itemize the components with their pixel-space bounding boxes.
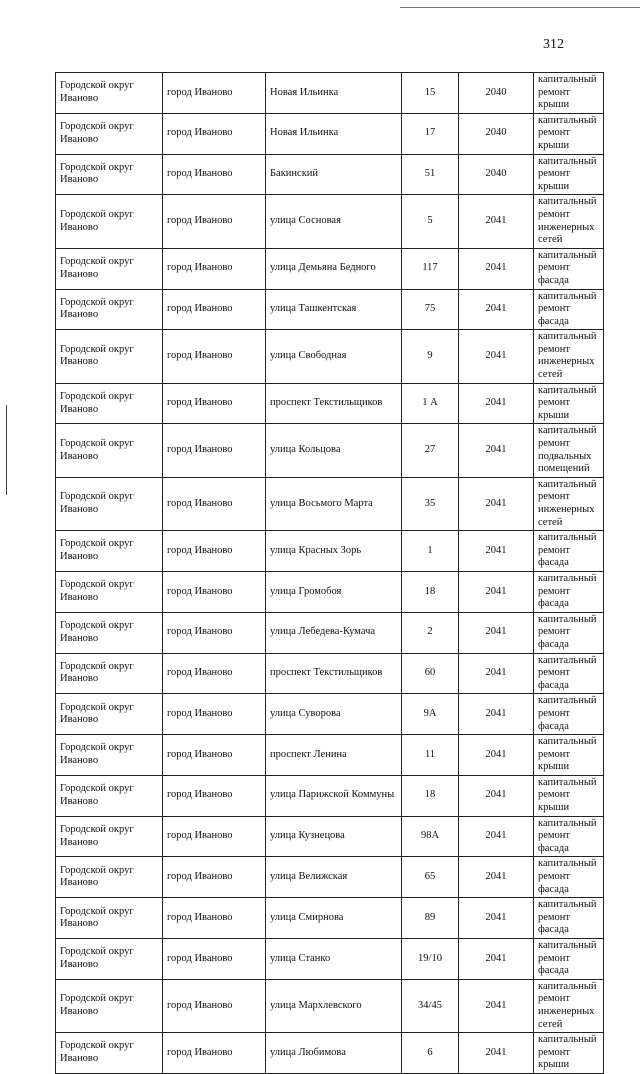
district-cell: Городской округ Иваново xyxy=(56,898,163,939)
street-cell: улица Любимова xyxy=(266,1033,402,1074)
district-cell: Городской округ Иваново xyxy=(56,571,163,612)
table-row xyxy=(56,939,604,980)
year-cell: 2041 xyxy=(459,248,534,289)
district-cell: Городской округ Иваново xyxy=(56,330,163,383)
table-row xyxy=(56,289,604,330)
work-type-cell: капитальный ремонт крыши xyxy=(534,735,604,776)
table-row xyxy=(56,694,604,735)
work-type-cell: капитальный ремонт фасада xyxy=(534,857,604,898)
street-cell: улица Парижской Коммуны xyxy=(266,775,402,816)
house-number-cell: 65 xyxy=(402,857,459,898)
table-body xyxy=(56,73,604,1074)
year-cell: 2040 xyxy=(459,113,534,154)
table-row xyxy=(56,979,604,1032)
page-number: 312 xyxy=(543,37,564,52)
district-cell: Городской округ Иваново xyxy=(56,653,163,694)
street-cell: Новая Ильинка xyxy=(266,73,402,114)
work-type-cell: капитальный ремонт крыши xyxy=(534,383,604,424)
work-type-cell: капитальный ремонт крыши xyxy=(534,154,604,195)
work-type-cell: капитальный ремонт инженерных сетей xyxy=(534,330,604,383)
year-cell: 2041 xyxy=(459,289,534,330)
city-cell: город Иваново xyxy=(163,1033,266,1074)
house-number-cell: 35 xyxy=(402,477,459,530)
house-number-cell: 18 xyxy=(402,571,459,612)
city-cell: город Иваново xyxy=(163,113,266,154)
district-cell: Городской округ Иваново xyxy=(56,775,163,816)
year-cell: 2041 xyxy=(459,383,534,424)
table-row xyxy=(56,775,604,816)
district-cell: Городской округ Иваново xyxy=(56,857,163,898)
year-cell: 2041 xyxy=(459,775,534,816)
district-cell: Городской округ Иваново xyxy=(56,289,163,330)
house-number-cell: 89 xyxy=(402,898,459,939)
street-cell: улица Ташкентская xyxy=(266,289,402,330)
district-cell: Городской округ Иваново xyxy=(56,154,163,195)
work-type-cell: капитальный ремонт фасада xyxy=(534,694,604,735)
street-cell: улица Суворова xyxy=(266,694,402,735)
table-row xyxy=(56,424,604,477)
table-row xyxy=(56,571,604,612)
city-cell: город Иваново xyxy=(163,477,266,530)
work-type-cell: капитальный ремонт фасада xyxy=(534,248,604,289)
city-cell: город Иваново xyxy=(163,857,266,898)
table-row xyxy=(56,898,604,939)
district-cell: Городской округ Иваново xyxy=(56,939,163,980)
year-cell: 2041 xyxy=(459,979,534,1032)
work-type-cell: капитальный ремонт крыши xyxy=(534,1033,604,1074)
street-cell: улица Смирнова xyxy=(266,898,402,939)
year-cell: 2041 xyxy=(459,898,534,939)
house-number-cell: 117 xyxy=(402,248,459,289)
house-number-cell: 27 xyxy=(402,424,459,477)
house-number-cell: 5 xyxy=(402,195,459,248)
repair-schedule-table xyxy=(55,72,604,1074)
year-cell: 2041 xyxy=(459,531,534,572)
table-row xyxy=(56,1033,604,1074)
table-row xyxy=(56,154,604,195)
city-cell: город Иваново xyxy=(163,154,266,195)
city-cell: город Иваново xyxy=(163,531,266,572)
street-cell: Новая Ильинка xyxy=(266,113,402,154)
table-row xyxy=(56,383,604,424)
year-cell: 2041 xyxy=(459,939,534,980)
year-cell: 2041 xyxy=(459,424,534,477)
district-cell: Городской округ Иваново xyxy=(56,531,163,572)
city-cell: город Иваново xyxy=(163,383,266,424)
work-type-cell: капитальный ремонт фасада xyxy=(534,653,604,694)
district-cell: Городской округ Иваново xyxy=(56,612,163,653)
house-number-cell: 15 xyxy=(402,73,459,114)
table-row xyxy=(56,653,604,694)
work-type-cell: капитальный ремонт фасада xyxy=(534,612,604,653)
house-number-cell: 60 xyxy=(402,653,459,694)
city-cell: город Иваново xyxy=(163,898,266,939)
house-number-cell: 98А xyxy=(402,816,459,857)
table-row xyxy=(56,330,604,383)
house-number-cell: 75 xyxy=(402,289,459,330)
district-cell: Городской округ Иваново xyxy=(56,694,163,735)
street-cell: проспект Текстильщиков xyxy=(266,653,402,694)
district-cell: Городской округ Иваново xyxy=(56,195,163,248)
table-row xyxy=(56,73,604,114)
street-cell: улица Сосновая xyxy=(266,195,402,248)
street-cell: улица Свободная xyxy=(266,330,402,383)
district-cell: Городской округ Иваново xyxy=(56,73,163,114)
house-number-cell: 34/45 xyxy=(402,979,459,1032)
city-cell: город Иваново xyxy=(163,424,266,477)
table-row xyxy=(56,113,604,154)
work-type-cell: капитальный ремонт инженерных сетей xyxy=(534,979,604,1032)
street-cell: Бакинский xyxy=(266,154,402,195)
house-number-cell: 9 xyxy=(402,330,459,383)
street-cell: улица Станко xyxy=(266,939,402,980)
district-cell: Городской округ Иваново xyxy=(56,424,163,477)
year-cell: 2041 xyxy=(459,477,534,530)
district-cell: Городской округ Иваново xyxy=(56,383,163,424)
street-cell: улица Демьяна Бедного xyxy=(266,248,402,289)
work-type-cell: капитальный ремонт фасада xyxy=(534,531,604,572)
work-type-cell: капитальный ремонт подвальных помещений xyxy=(534,424,604,477)
work-type-cell: капитальный ремонт фасада xyxy=(534,289,604,330)
year-cell: 2041 xyxy=(459,195,534,248)
year-cell: 2041 xyxy=(459,653,534,694)
house-number-cell: 19/10 xyxy=(402,939,459,980)
district-cell: Городской округ Иваново xyxy=(56,113,163,154)
year-cell: 2041 xyxy=(459,571,534,612)
table-row xyxy=(56,816,604,857)
year-cell: 2041 xyxy=(459,612,534,653)
district-cell: Городской округ Иваново xyxy=(56,735,163,776)
city-cell: город Иваново xyxy=(163,735,266,776)
work-type-cell: капитальный ремонт крыши xyxy=(534,73,604,114)
street-cell: улица Кольцова xyxy=(266,424,402,477)
table-row xyxy=(56,857,604,898)
city-cell: город Иваново xyxy=(163,289,266,330)
work-type-cell: капитальный ремонт фасада xyxy=(534,571,604,612)
house-number-cell: 11 xyxy=(402,735,459,776)
city-cell: город Иваново xyxy=(163,816,266,857)
district-cell: Городской округ Иваново xyxy=(56,248,163,289)
house-number-cell: 1 А xyxy=(402,383,459,424)
street-cell: улица Громобоя xyxy=(266,571,402,612)
street-cell: улица Кузнецова xyxy=(266,816,402,857)
table-row xyxy=(56,612,604,653)
city-cell: город Иваново xyxy=(163,939,266,980)
table-row xyxy=(56,735,604,776)
district-cell: Городской округ Иваново xyxy=(56,816,163,857)
header-rule xyxy=(400,7,640,8)
work-type-cell: капитальный ремонт фасада xyxy=(534,939,604,980)
street-cell: улица Велижская xyxy=(266,857,402,898)
table-row xyxy=(56,248,604,289)
city-cell: город Иваново xyxy=(163,979,266,1032)
street-cell: проспект Текстильщиков xyxy=(266,383,402,424)
table-row xyxy=(56,531,604,572)
work-type-cell: капитальный ремонт инженерных сетей xyxy=(534,477,604,530)
table-row xyxy=(56,195,604,248)
year-cell: 2041 xyxy=(459,330,534,383)
house-number-cell: 51 xyxy=(402,154,459,195)
city-cell: город Иваново xyxy=(163,653,266,694)
house-number-cell: 17 xyxy=(402,113,459,154)
street-cell: проспект Ленина xyxy=(266,735,402,776)
city-cell: город Иваново xyxy=(163,694,266,735)
city-cell: город Иваново xyxy=(163,73,266,114)
house-number-cell: 2 xyxy=(402,612,459,653)
city-cell: город Иваново xyxy=(163,330,266,383)
city-cell: город Иваново xyxy=(163,571,266,612)
city-cell: город Иваново xyxy=(163,612,266,653)
margin-mark xyxy=(6,405,7,495)
work-type-cell: капитальный ремонт фасада xyxy=(534,898,604,939)
street-cell: улица Лебедева-Кумача xyxy=(266,612,402,653)
house-number-cell: 9А xyxy=(402,694,459,735)
street-cell: улица Мархлевского xyxy=(266,979,402,1032)
year-cell: 2040 xyxy=(459,73,534,114)
year-cell: 2041 xyxy=(459,857,534,898)
year-cell: 2041 xyxy=(459,735,534,776)
district-cell: Городской округ Иваново xyxy=(56,1033,163,1074)
city-cell: город Иваново xyxy=(163,195,266,248)
year-cell: 2041 xyxy=(459,1033,534,1074)
work-type-cell: капитальный ремонт крыши xyxy=(534,775,604,816)
work-type-cell: капитальный ремонт крыши xyxy=(534,113,604,154)
city-cell: город Иваново xyxy=(163,775,266,816)
street-cell: улица Красных Зорь xyxy=(266,531,402,572)
house-number-cell: 1 xyxy=(402,531,459,572)
house-number-cell: 6 xyxy=(402,1033,459,1074)
street-cell: улица Восьмого Марта xyxy=(266,477,402,530)
work-type-cell: капитальный ремонт инженерных сетей xyxy=(534,195,604,248)
house-number-cell: 18 xyxy=(402,775,459,816)
year-cell: 2041 xyxy=(459,694,534,735)
table-row xyxy=(56,477,604,530)
work-type-cell: капитальный ремонт фасада xyxy=(534,816,604,857)
district-cell: Городской округ Иваново xyxy=(56,477,163,530)
city-cell: город Иваново xyxy=(163,248,266,289)
year-cell: 2041 xyxy=(459,816,534,857)
year-cell: 2040 xyxy=(459,154,534,195)
district-cell: Городской округ Иваново xyxy=(56,979,163,1032)
